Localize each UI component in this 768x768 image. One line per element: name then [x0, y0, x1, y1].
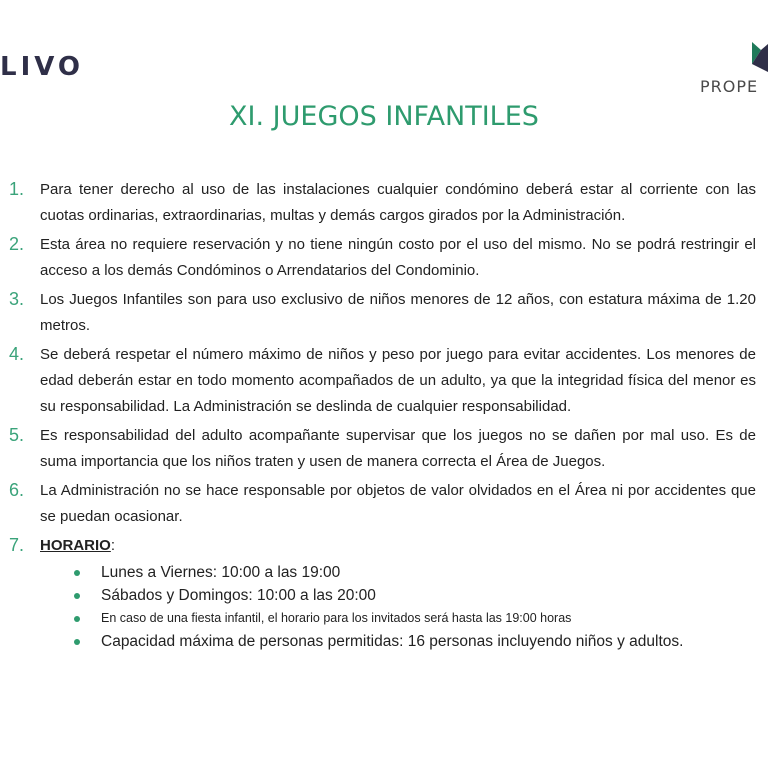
rule-item-5 — [0, 423, 768, 475]
rule-item-6 — [0, 478, 768, 530]
rule-number: 2. — [9, 234, 25, 254]
rule-item-3 — [0, 287, 768, 339]
bullet-text: Capacidad máxima de personas permitidas: 16 personas incluyendo niños y adultos. — [101, 633, 684, 650]
horario-heading — [40, 533, 756, 559]
rule-text: Para tener derecho al uso de las instalaciones cualquier condómino deberá estar al corriente con las cuotas ordinarias, extraordinarias, multas y demás cargos girados por la Administración. — [40, 181, 756, 224]
livo-logo-text: LIVO — [0, 52, 85, 82]
rule-number: 1. — [9, 179, 25, 199]
horario-bullets — [0, 561, 768, 653]
rule-number: 3. — [9, 289, 25, 309]
bullet-item — [0, 561, 768, 584]
bullet-item — [0, 630, 768, 653]
section-title: XI. JUEGOS INFANTILES — [229, 101, 539, 132]
rule-text: Esta área no requiere reservación y no tiene ningún costo por el uso del mismo. No se podrá restringir el acceso a los demás Condóminos o Arrendatarios del Condominio. — [40, 236, 756, 279]
rule-item-horario — [0, 533, 768, 559]
rule-number: 6. — [9, 480, 25, 500]
bullet-text: Lunes a Viernes: 10:00 a las 19:00 — [101, 564, 341, 581]
property-logo — [698, 40, 768, 100]
rule-text: Los Juegos Infantiles son para uso exclusivo de niños menores de 12 años, con estatura máxima de 1.20 metros. — [40, 291, 756, 334]
rules-list — [0, 177, 768, 653]
rule-text: La Administración no se hace responsable por objetos de valor olvidados en el Área ni por accidentes que se puedan ocasionar. — [40, 482, 756, 525]
rule-item-4 — [0, 342, 768, 420]
bullet-text: En caso de una fiesta infantil, el horario para los invitados será hasta las 19:00 horas — [101, 611, 572, 625]
rule-text: Se deberá respetar el número máximo de niños y peso por juego para evitar accidentes. Los menores de edad deberán estar en todo momento acompañados de un adulto, ya que la integridad física del menor es su responsabilidad. La Administración se deslinda de cualquier responsabilidad. — [40, 346, 756, 415]
livo-logo — [0, 52, 84, 82]
bullet-item — [0, 584, 768, 607]
horario-colon: : — [110, 537, 116, 554]
rule-number: 4. — [9, 344, 25, 364]
rule-item-2 — [0, 232, 768, 284]
bullet-text: Sábados y Domingos: 10:00 a las 20:00 — [101, 587, 376, 604]
horario-label: HORARIO — [40, 537, 111, 554]
property-logo-icon — [752, 42, 768, 72]
rule-number: 5. — [9, 425, 25, 445]
property-logo-text: PROPE — [700, 77, 759, 96]
rule-number: 7. — [9, 535, 25, 555]
rule-item-1 — [0, 177, 768, 229]
rule-text: Es responsabilidad del adulto acompañante supervisar que los juegos no se dañen por mal uso. Es de suma importancia que los niños traten y usen de manera correcta el Área de Juegos. — [40, 427, 756, 470]
bullet-item — [0, 607, 768, 630]
